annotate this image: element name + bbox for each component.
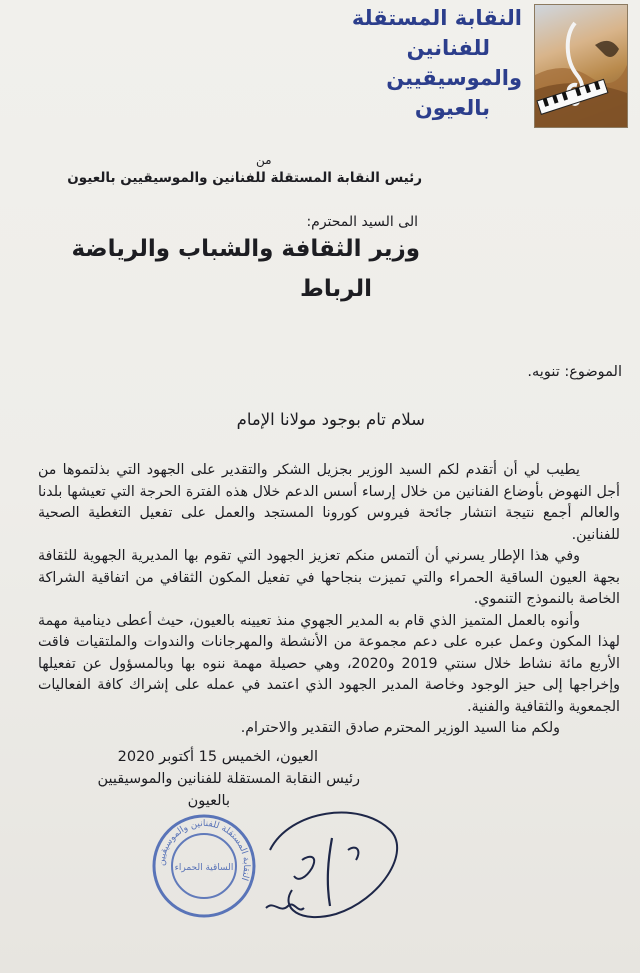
- recipient-label: الى السيد المحترم:: [306, 214, 418, 230]
- paragraph-4: ولكم منا السيد الوزير المحترم صادق التقدير والاحترام.: [240, 720, 560, 736]
- sender-line: رئيس النقابة المستقلة للفنانين والموسيقيين بالعيون: [67, 170, 422, 186]
- letter-body: [38, 460, 620, 740]
- greeting-line: سلام تام بوجود مولانا الإمام: [236, 410, 425, 429]
- recipient-city: الرباط: [300, 276, 372, 302]
- from-label: من: [256, 153, 272, 167]
- letterhead-line-4: بالعيون: [414, 96, 490, 120]
- paragraph-3: وأنوه بالعمل المتميز الذي قام به المدير الجهوي منذ تعيينه بالعيون، حيث أعطى دينامية مهمة لهذا المكون وعمل عبره على دعم مجموعة من الأنشطة والمهرجانات والندوات والملتقيات فاقت الأربع مائة نشاط خلال سنتي 2019 و2020، وهي حصيلة مهمة ننوه بها وبالمسؤول عن تفعيلها وإخراجها إلى حيز الوجود وخاصة المدير الجهود الذي اعتمد في عمله على إشراك كافة الفعاليات الجمعوية والثقافية والفنية.: [38, 612, 620, 715]
- letterhead-line-2: للفنانين: [406, 36, 490, 60]
- handwritten-signature: [240, 790, 420, 930]
- letterhead-line-1: النقابة المستقلة: [351, 6, 522, 30]
- letterhead-line-3: والموسيقيين: [386, 66, 522, 90]
- union-logo: [534, 4, 628, 128]
- stamp-center-text: الساقية الحمراء: [174, 863, 234, 873]
- signatory-city: بالعيون: [187, 793, 230, 809]
- subject-line: الموضوع: تنويه.: [527, 364, 622, 380]
- date-line: العيون، الخميس 15 أكتوبر 2020: [117, 749, 318, 765]
- paragraph-2: وفي هذا الإطار يسرني أن ألتمس منكم تعزيز الجهود التي تقوم بها المديرية الجهوية للثقافة بجهة العيون الساقية الحمراء والتي تميزت بنجاحها في تفعيل المكون الثقافي من اتفاقية الشراكة الخاصة بالنموذج التنموي.: [38, 548, 620, 607]
- stamp-ring-text: النقابة المستقلة للفنانين والموسيقيين: [156, 818, 252, 882]
- recipient-title: وزير الثقافة والشباب والرياضة: [71, 236, 420, 262]
- signatory-title: رئيس النقابة المستقلة للفنانين والموسيقيين: [97, 771, 360, 787]
- paragraph-1: يطيب لي أن أتقدم لكم السيد الوزير بجزيل الشكر والتقدير على الجهود التي بذلتموها من أجل النهوض بأوضاع الفنانين من خلال إرساء أسس الدعم خلال هذه الفترة الحرجة التي تعيشها بلدنا والعالم أجمع نتيجة انتشار جائحة فيروس كورونا المستجد والعمل على تفعيل التغطية الصحية للفنانين.: [38, 462, 620, 543]
